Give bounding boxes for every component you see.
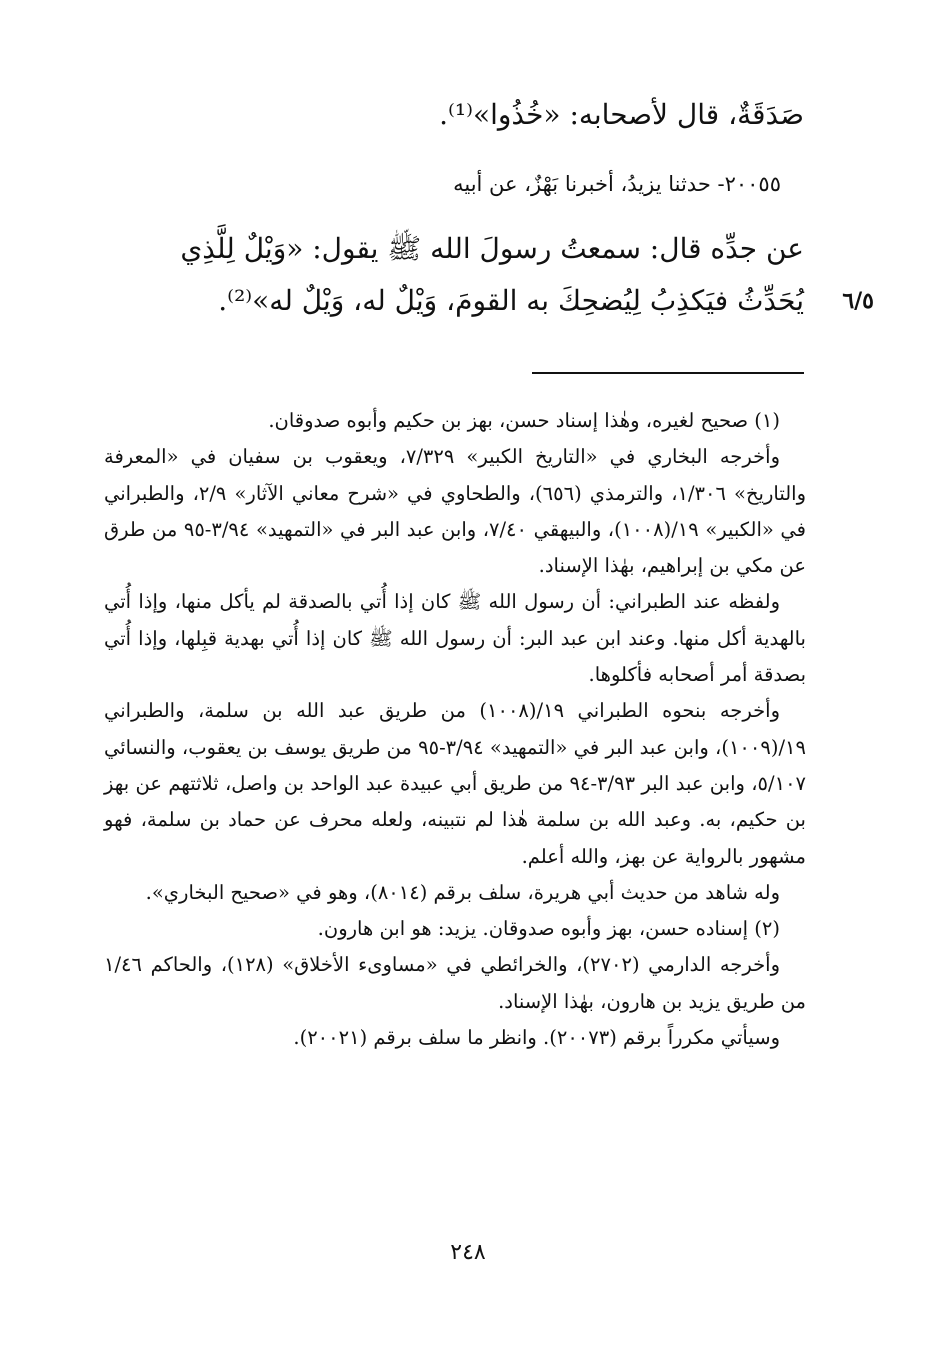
hadith-text-line-4: يُحَدِّثُ فيَكذِبُ لِيُضحِكَ به القومَ، وَيْلٌ له، وَيْلٌ له»⁽²⁾.: [218, 284, 804, 317]
footnote-1-paragraph-1: (١) صحيح لغيره، وهٰذا إسناد حسن، بهز بن حكيم وأبوه صدوقان.: [268, 409, 780, 432]
margin-reference: ٦/٥: [842, 288, 874, 314]
footnotes: [104, 403, 806, 1056]
footnote-separator: [532, 372, 804, 374]
footnote-1-paragraph-4: وأخرجه بنحوه الطبراني ١٩/(١٠٠٨) من طريق عبد الله بن سلمة، والطبراني ١٩/(١٠٠٩)، وابن عبد البر في «التمهيد» ٣/٩٤-٩٥ من طريق يوسف بن يعقوب، والنسائي ٥/١٠٧، وابن عبد البر ٣/٩٣-٩٤ من طريق أبي عبيدة عبد الواحد بن واصل، ثلاثتهم عن بهز بن حكيم، به. وعبد الله بن سلمة هٰذا لم نتبينه، ولعله محرف عن حماد بن سلمة، فهو مشهور بالرواية عن بهز، والله أعلم.: [104, 699, 807, 868]
footnote-2-paragraph-3: وسيأتي مكرراً برقم (٢٠٠٧٣). وانظر ما سلف برقم (٢٠٠٢١).: [293, 1026, 780, 1050]
hadith-text-line-2: ٢٠٠٥٥- حدثنا يزيدُ، أخبرنا بَهْزٌ، عن أبيه: [453, 172, 781, 196]
footnote-2-paragraph-1: (٢) إسناده حسن، بهز وأبوه صدوقان. يزيد: هو ابن هارون.: [317, 917, 780, 941]
footnote-2-paragraph-2: وأخرجه الدارمي (٢٧٠٢)، والخرائطي في «مساوىء الأخلاق» (١٢٨)، والحاكم ١/٤٦ من طريق يزيد بن هارون، بهٰذا الإسناد.: [104, 953, 806, 1013]
page-number: ٢٤٨: [450, 1240, 486, 1265]
footnote-1-paragraph-5: وله شاهد من حديث أبي هريرة، سلف برقم (٨٠١٤)، وهو في «صحيح البخاري».: [145, 880, 780, 904]
footnote-1-paragraph-3: ولفظه عند الطبراني: أن رسول الله ﷺ كان إذا أُتي بالصدقة لم يأكل منها، وإذا أُتي بالهدية أكل منها. وعند ابن عبد البر: أن رسول الله ﷺ كان إذا أُتي بهدية قبِلها، وإذا أُتي بصدقة أمر أصحابه فأكلوها.: [104, 590, 806, 687]
hadith-text-line-1: صَدَقَةٌ، قال لأصحابه: «خُذُوا»⁽¹⁾.: [439, 98, 804, 131]
hadith-text-line-3: عن جدِّه قال: سمعتُ رسولَ الله ﷺ يقول: «وَيْلٌ لِلَّذِي: [180, 232, 804, 265]
footnote-1-paragraph-2: وأخرجه البخاري في «التاريخ الكبير» ٧/٣٢٩، ويعقوب بن سفيان في «المعرفة والتاريخ» ١/٣٠٦، والترمذي (٦٥٦)، والطحاوي في «شرح معاني الآثار» ٢/٩، والطبراني في «الكبير» ١٩/(١٠٠٨)، والبيهقي ٧/٤٠، وابن عبد البر في «التمهيد» ٣/٩٤-٩٥ من طرق عن مكي بن إبراهيم، بهٰذا الإسناد.: [104, 445, 806, 578]
